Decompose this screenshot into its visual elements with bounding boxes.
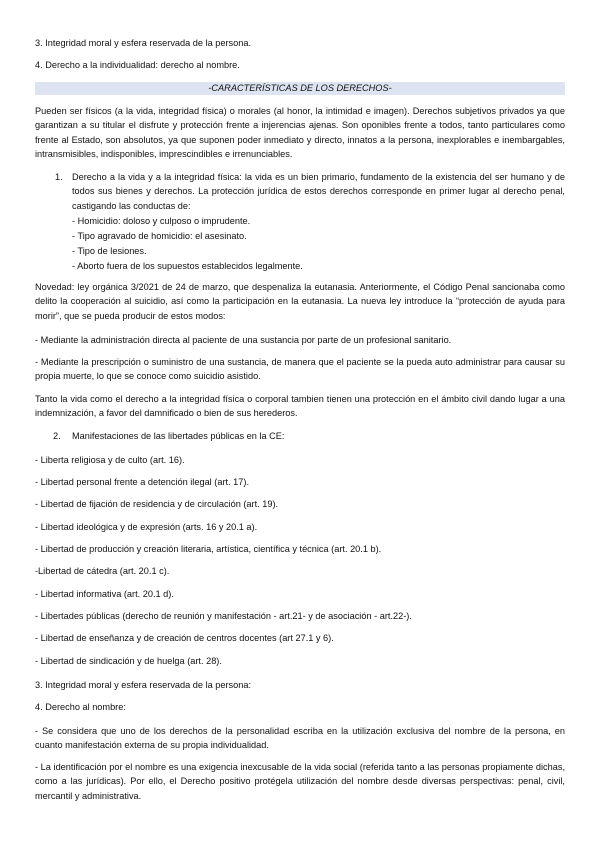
sub-item: - Tipo de lesiones. (72, 246, 147, 256)
nombre-paragraph: - Se considera que uno de los derechos de la personalidad escriba en la utilización exclusiva del nombre de la persona, en cuanto manifestación externa de su propia individualidad. (35, 726, 565, 751)
modo-item: - Mediante la prescripción o suministro de una sustancia, de manera que el paciente se la pueda auto administrar para causar su propia muerte, lo que se conoce como suicidio asistido. (35, 357, 565, 382)
list-number: 1. (55, 172, 63, 182)
libertad-item: - Liberta religiosa y de culto (art. 16). (35, 455, 185, 465)
novedad-paragraph: Novedad: ley orgánica 3/2021 de 24 de marzo, que despenaliza la eutanasia. Anteriormente, el Código Penal sancionaba como delito la cooperación al suicidio, así como la participación en la eutanasia. La nueva ley introduce la “protección de ayuda para morir”, que se pueda producir de estos modos: (35, 282, 565, 321)
heading-integridad-moral-2: 3. Integridad moral y esfera reservada de la persona: (35, 680, 252, 690)
modo-item: - Mediante la administración directa al paciente de una sustancia por parte de un profesional sanitario. (35, 335, 452, 345)
list-item-text: Manifestaciones de las libertades públicas en la CE: (72, 431, 285, 441)
nombre-paragraph: - La identificación por el nombre es una exigencia inexcusable de la vida social (referida tanto a las personas propiamente dichas, como a las jurídicas). Por ello, el Derecho positivo protégela utilización del nombre desde diversas perspectivas: penal, civil, mercantil y administrativa. (35, 762, 565, 801)
libertad-item: - Libertad personal frente a detención ilegal (art. 17). (35, 477, 249, 487)
heading-integridad-moral: 3. Integridad moral y esfera reservada de la persona. (35, 38, 252, 48)
libertad-item: - Libertad de sindicación y de huelga (art. 28). (35, 656, 222, 666)
heading-derecho-nombre: 4. Derecho al nombre: (35, 702, 126, 712)
libertad-item: - Libertad de producción y creación literaria, artística, científica y técnica (art. 20.1 b). (35, 544, 382, 554)
section-banner: -CARACTERÍSTICAS DE LOS DERECHOS- (35, 82, 565, 95)
sub-item: - Tipo agravado de homicidio: el asesinato. (72, 231, 247, 241)
libertad-item: - Libertad informativa (art. 20.1 d). (35, 589, 174, 599)
libertad-item: - Libertades públicas (derecho de reunión y manifestación - art.21- y de asociación - art.22-). (35, 611, 412, 621)
libertad-item: -Libertad de cátedra (art. 20.1 c). (35, 566, 170, 576)
tanto-paragraph: Tanto la vida como el derecho a la integridad física o corporal tambien tienen una protección en el ámbito civil dando lugar a una indemnización, a favor del damnificado o bien de sus herederos. (35, 394, 565, 419)
libertad-item: - Libertad de enseñanza y de creación de centros docentes (art 27.1 y 6). (35, 633, 334, 643)
libertad-item: - Libertad ideológica y de expresión (arts. 16 y 20.1 a). (35, 522, 258, 532)
libertad-item: - Libertad de fijación de residencia y de circulación (art. 19). (35, 499, 279, 509)
intro-paragraph: Pueden ser físicos (a la vida, integridad física) o morales (al honor, la intimidad e imagen). Derechos subjetivos privados ya que garantizan a su titular el disfrute y protección frente a injerencias ajenas. Son oponibles frente a todos, tanto particulares como frente al Estado, son absolutos, ya que suponen poder inmediato y directo, innatos a la persona, inexplorables e inembargables, intransmisibles, indisponibles, imprescindibles e irrenunciables. (35, 106, 565, 160)
list-item-text: Derecho a la vida y a la integridad física: la vida es un bien primario, fundamento de la existencia del ser humano y de todos sus bienes y derechos. La protección jurídica de estos derechos corresponde en primer lugar al derecho penal, castigando las conductas de: (72, 172, 565, 211)
heading-derecho-individualidad: 4. Derecho a la individualidad: derecho al nombre. (35, 60, 240, 70)
sub-item: - Homicidio: doloso y culposo o imprudente. (72, 216, 251, 226)
list-number: 2. (53, 431, 61, 441)
sub-item: - Aborto fuera de los supuestos establecidos legalmente. (72, 261, 303, 271)
